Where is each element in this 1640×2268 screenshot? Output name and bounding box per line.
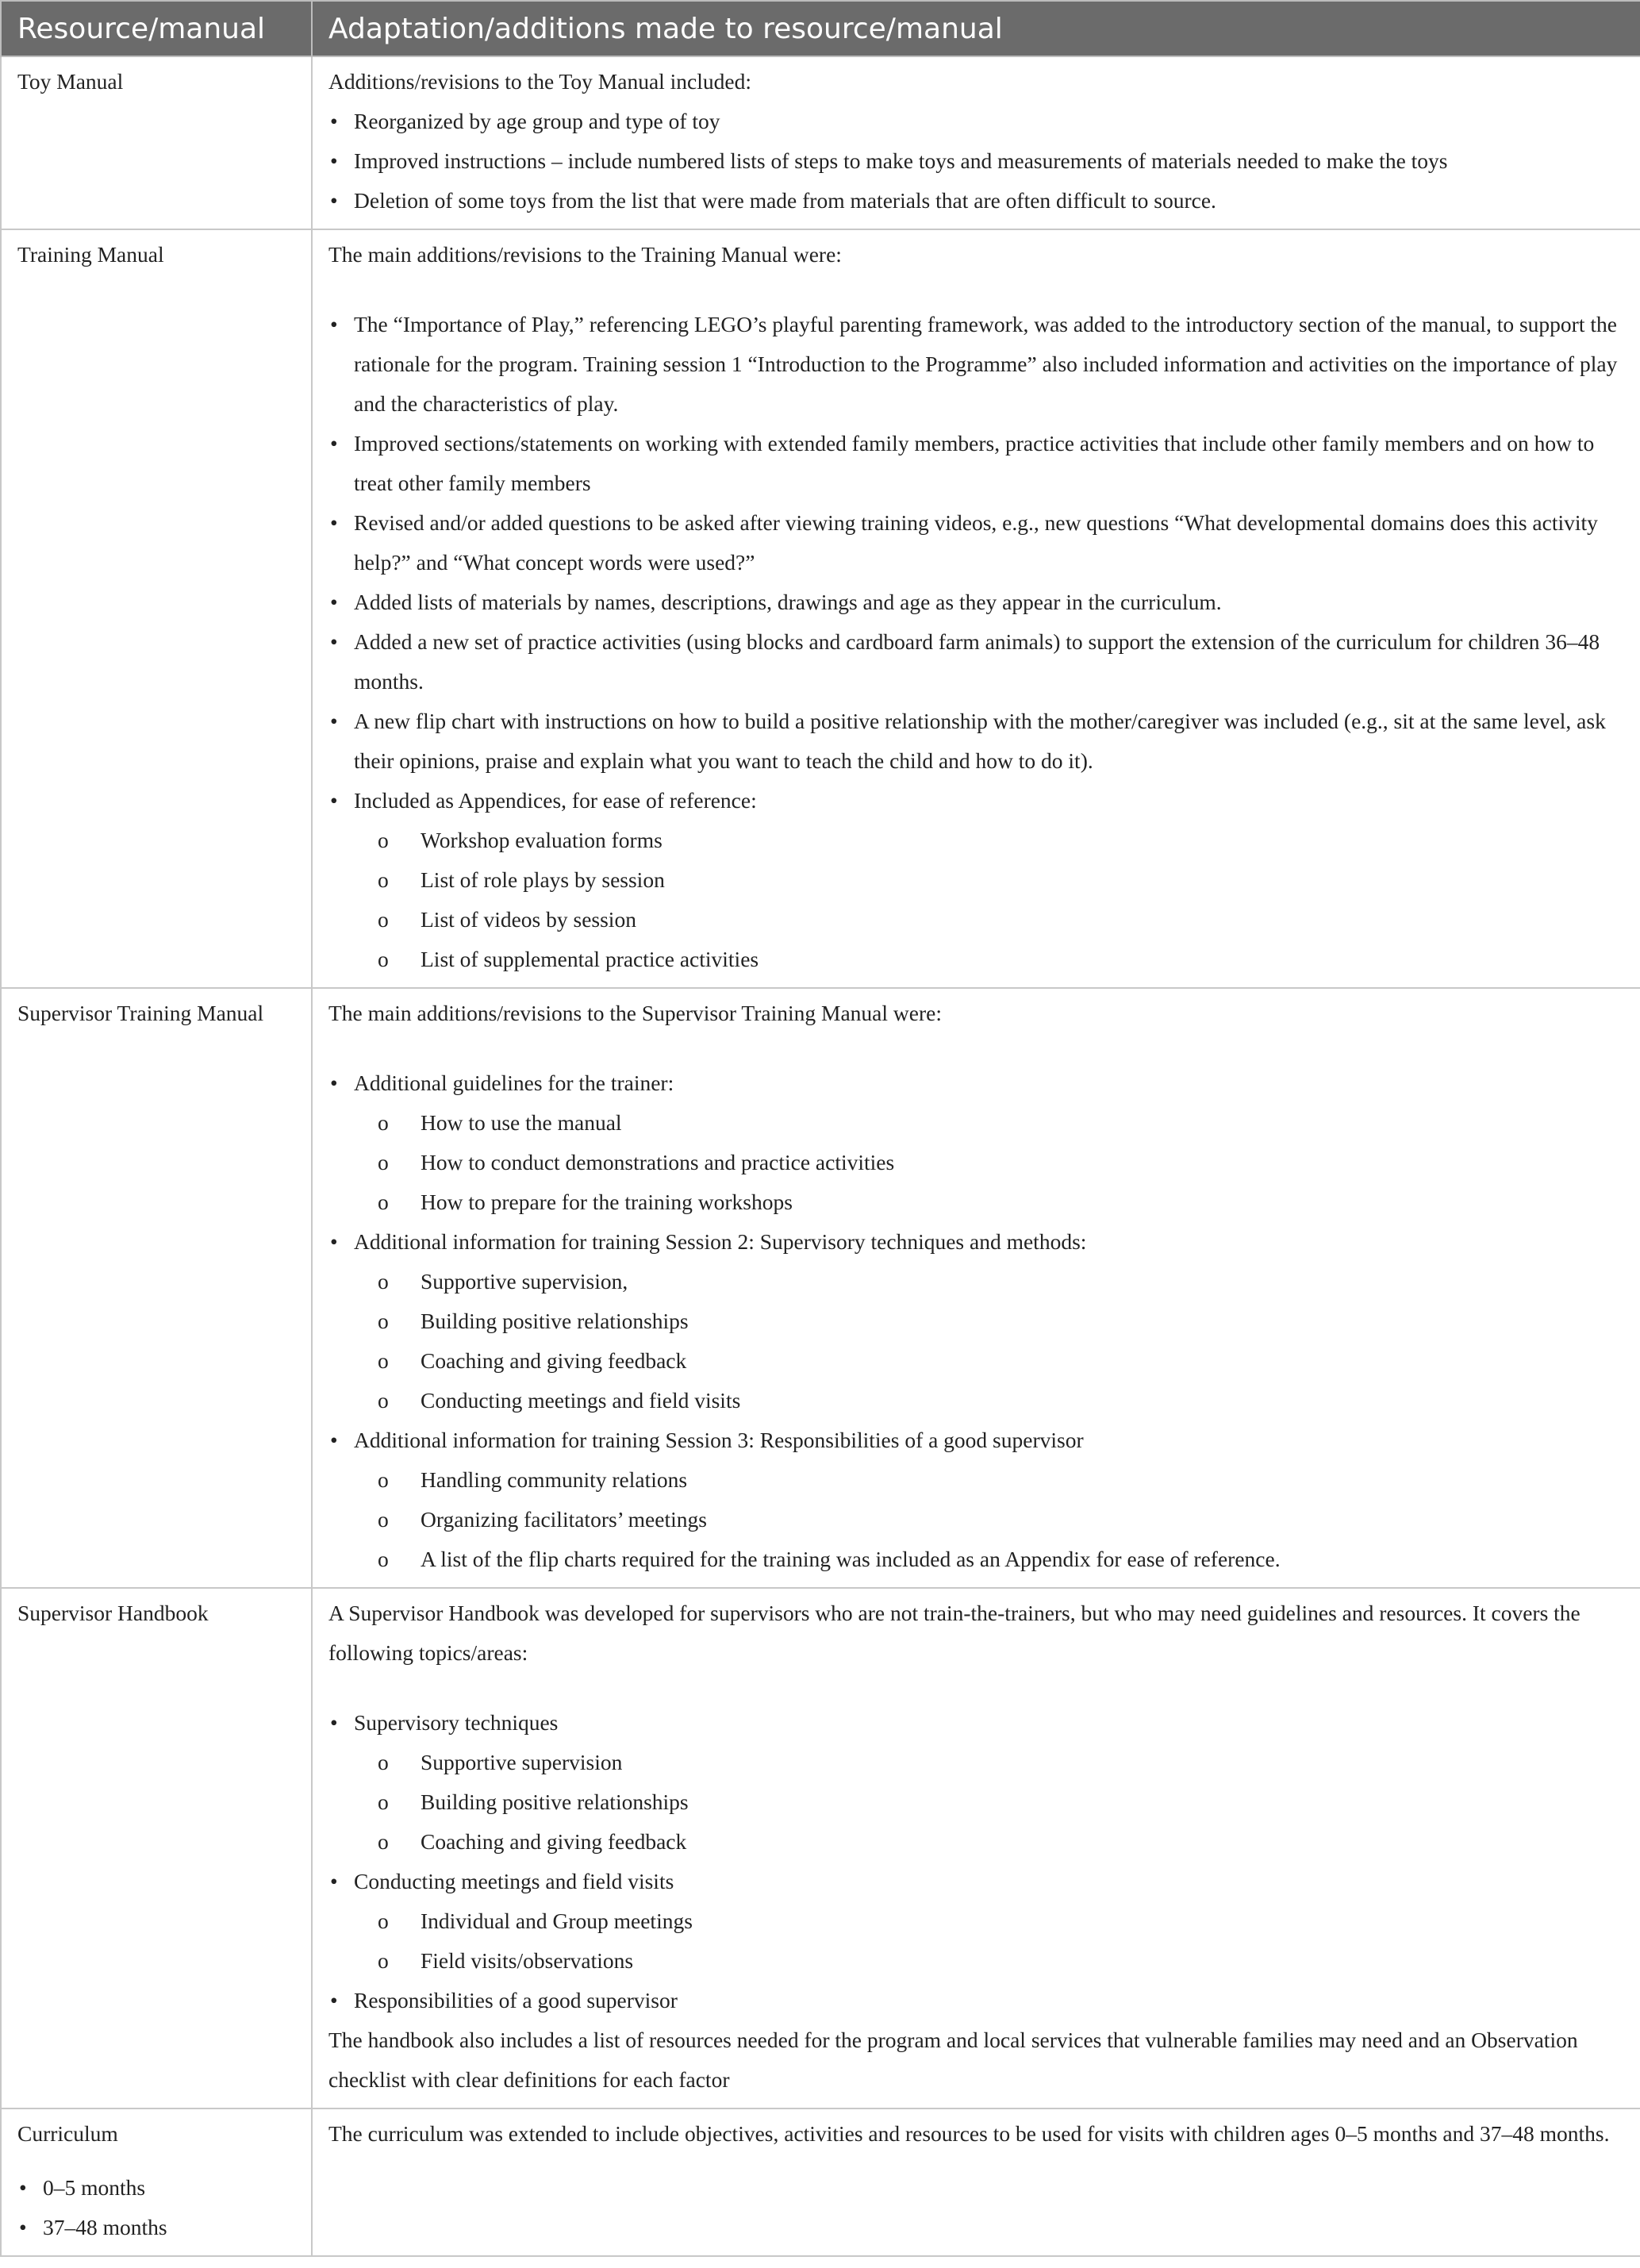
paragraph: The main additions/revisions to the Training Manual were:: [328, 242, 842, 267]
resource-name: Training Manual: [17, 242, 164, 267]
adaptation-cell: [312, 1588, 1640, 2108]
table-body: [1, 56, 1640, 2256]
resource-cell: [1, 56, 312, 229]
sub-item: o How to conduct demonstrations and practice activities: [328, 1143, 1624, 1182]
resource-cell: [1, 2108, 312, 2256]
header-resource: Resource/manual: [1, 1, 312, 56]
sub-item: o Building positive relationships: [328, 1782, 1624, 1822]
paragraph: The handbook also includes a list of resources needed for the program and local services that vulnerable families may need and an Observation checklist with clear definitions for each factor: [328, 2028, 1578, 2092]
spacer: [328, 275, 1624, 305]
paragraph: A Supervisor Handbook was developed for supervisors who are not train-the-trainers, but who may need guidelines and resources. It covers the following topics/areas:: [328, 1601, 1580, 1665]
header-row: [1, 1, 1640, 56]
table-row: [1, 229, 1640, 988]
bullet-list: [328, 1703, 1624, 1743]
bullet-item: • Responsibilities of a good supervisor: [328, 1981, 1624, 2020]
sub-item: o Handling community relations: [328, 1460, 1624, 1500]
table-row: [1, 56, 1640, 229]
bullet-list: [328, 1981, 1624, 2020]
bullet-item: • Revised and/or added questions to be asked after viewing training videos, e.g., new questions “What developmental domains does this activity help?” and “What concept words were used?”: [328, 503, 1624, 582]
bullet-item: • Supervisory techniques: [328, 1703, 1624, 1743]
sub-item: o List of supplemental practice activities: [328, 940, 1624, 979]
resource-name: Supervisor Handbook: [17, 1601, 209, 1625]
bullet-list: [328, 102, 1624, 221]
table-row: [1, 988, 1640, 1588]
sub-item: o Workshop evaluation forms: [328, 821, 1624, 860]
bullet-list: [328, 1420, 1624, 1460]
adaptation-cell: [312, 56, 1640, 229]
sub-item: o How to use the manual: [328, 1103, 1624, 1143]
sub-list: [328, 1901, 1624, 1981]
sub-list: [328, 1103, 1624, 1222]
sub-item: o Field visits/observations: [328, 1941, 1624, 1981]
bullet-item: • Added a new set of practice activities (using blocks and cardboard farm animals) to support the extension of the curriculum for children 36–48 months.: [328, 622, 1624, 702]
adaptation-cell: [312, 2108, 1640, 2256]
adaptation-cell: [312, 988, 1640, 1588]
paragraph: Additions/revisions to the Toy Manual included:: [328, 69, 752, 94]
sub-item: o Supportive supervision,: [328, 1262, 1624, 1301]
sub-item: o Individual and Group meetings: [328, 1901, 1624, 1941]
paragraph: The curriculum was extended to include objectives, activities and resources to be used for visits with children ages 0–5 months and 37–48 months.: [328, 2121, 1610, 2146]
resource-name: Curriculum: [17, 2121, 118, 2146]
sub-item: o List of videos by session: [328, 900, 1624, 940]
table-row: [1, 2108, 1640, 2256]
resource-cell: [1, 1588, 312, 2108]
bullet-item: • Included as Appendices, for ease of reference:: [328, 781, 1624, 821]
adaptation-cell: [312, 229, 1640, 988]
sub-item: o Building positive relationships: [328, 1301, 1624, 1341]
spacer: [328, 1673, 1624, 1703]
sub-item: o How to prepare for the training workshops: [328, 1182, 1624, 1222]
sub-list: [328, 1743, 1624, 1862]
resource-age-item: • 0–5 months: [17, 2168, 295, 2208]
bullet-list: [328, 305, 1624, 821]
bullet-item: • The “Importance of Play,” referencing LEGO’s playful parenting framework, was added to the introductory section of the manual, to support the rationale for the program. Training session 1 “Introduction to the Programme” also included information and activities on the importance of play and the characteristics of play.: [328, 305, 1624, 424]
sub-item: o List of role plays by session: [328, 860, 1624, 900]
sub-item: o Coaching and giving feedback: [328, 1341, 1624, 1381]
table-header: [1, 1, 1640, 56]
sub-item: o Conducting meetings and field visits: [328, 1381, 1624, 1420]
sub-item: o A list of the flip charts required for the training was included as an Appendix for ease of reference.: [328, 1540, 1624, 1579]
sub-list: [328, 1262, 1624, 1420]
bullet-item: • Reorganized by age group and type of toy: [328, 102, 1624, 141]
bullet-item: • Additional guidelines for the trainer:: [328, 1063, 1624, 1103]
table-row: [1, 1588, 1640, 2108]
sub-list: [328, 1460, 1624, 1579]
paragraph: The main additions/revisions to the Supervisor Training Manual were:: [328, 1001, 942, 1025]
resource-name: Supervisor Training Manual: [17, 1001, 264, 1025]
bullet-item: • Improved instructions – include numbered lists of steps to make toys and measurements of materials needed to make the toys: [328, 141, 1624, 181]
bullet-list: [328, 1222, 1624, 1262]
spacer: [328, 1033, 1624, 1063]
bullet-item: • Additional information for training Session 3: Responsibilities of a good supervisor: [328, 1420, 1624, 1460]
bullet-item: • Deletion of some toys from the list that were made from materials that are often difficult to source.: [328, 181, 1624, 221]
bullet-item: • A new flip chart with instructions on how to build a positive relationship with the mother/caregiver was included (e.g., sit at the same level, ask their opinions, praise and explain what you want to teach the child and how to do it).: [328, 702, 1624, 781]
bullet-item: • Conducting meetings and field visits: [328, 1862, 1624, 1901]
resource-cell: [1, 229, 312, 988]
header-adaptation: Adaptation/additions made to resource/manual: [312, 1, 1640, 56]
sub-item: o Coaching and giving feedback: [328, 1822, 1624, 1862]
resource-age-list: [17, 2168, 295, 2247]
bullet-item: • Additional information for training Session 2: Supervisory techniques and methods:: [328, 1222, 1624, 1262]
resource-age-item: • 37–48 months: [17, 2208, 295, 2247]
bullet-item: • Added lists of materials by names, descriptions, drawings and age as they appear in the curriculum.: [328, 582, 1624, 622]
resource-name: Toy Manual: [17, 69, 124, 94]
sub-list: [328, 821, 1624, 979]
bullet-list: [328, 1063, 1624, 1103]
sub-item: o Supportive supervision: [328, 1743, 1624, 1782]
sub-item: o Organizing facilitators’ meetings: [328, 1500, 1624, 1540]
resource-cell: [1, 988, 312, 1588]
bullet-item: • Improved sections/statements on working with extended family members, practice activities that include other family members and on how to treat other family members: [328, 424, 1624, 503]
bullet-list: [328, 1862, 1624, 1901]
